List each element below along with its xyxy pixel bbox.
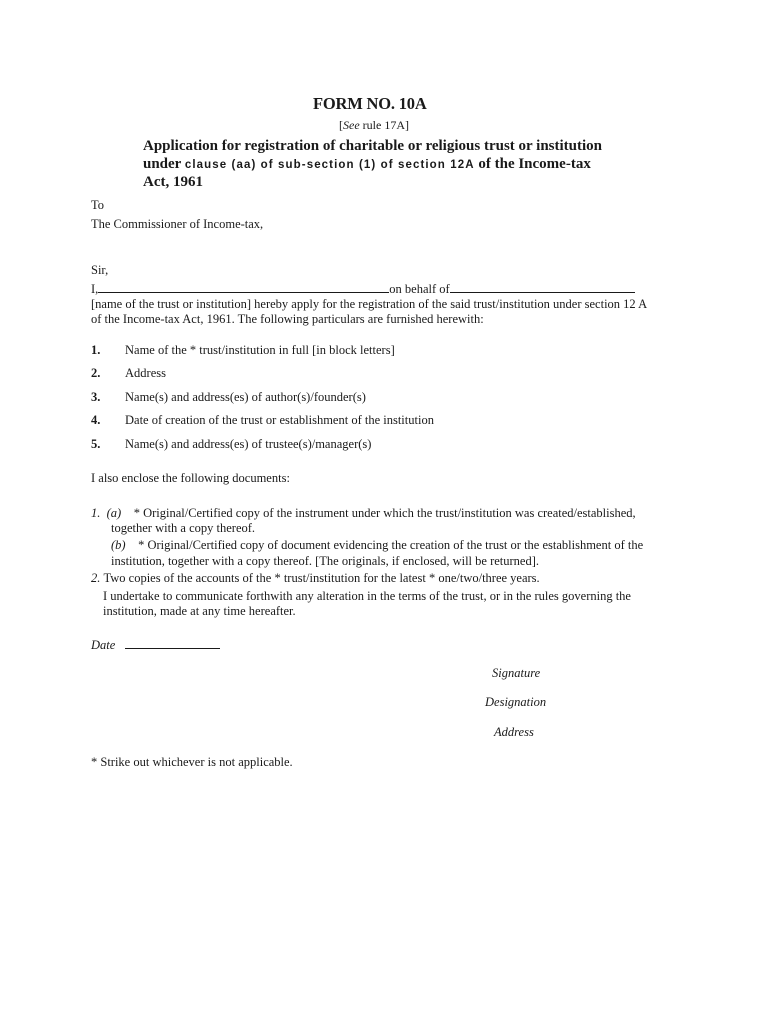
rule-text: rule 17A] bbox=[359, 118, 409, 132]
doc-1b-text: * Original/Certified copy of document evidencing the creation of the trust or the establishment of the bbox=[138, 538, 644, 552]
signature-label bbox=[492, 665, 540, 681]
undertake-line-2: institution, made at any time hereafter. bbox=[103, 604, 296, 618]
body-line-3: of the Income-tax Act, 1961. The following particulars are furnished herewith: bbox=[91, 312, 484, 326]
date-label: Date bbox=[91, 638, 116, 652]
commissioner-label: The Commissioner of Income-tax, bbox=[91, 217, 264, 231]
particular-num: 1. bbox=[91, 343, 101, 357]
date-blank[interactable] bbox=[125, 637, 220, 649]
particular-text: Name of the * trust/institution in full [in block letters] bbox=[125, 343, 395, 357]
doc-1a-line-2: together with a copy thereof. bbox=[111, 521, 256, 535]
particular-text: Date of creation of the trust or establishment of the institution bbox=[125, 413, 434, 427]
heading-under: under bbox=[143, 156, 182, 172]
heading-clause: clause (aa) of sub-section (1) of section 12A bbox=[184, 159, 475, 171]
i-prefix: I, bbox=[91, 282, 99, 296]
heading-line-2 bbox=[143, 155, 591, 175]
rule-bracket: [ bbox=[339, 118, 343, 132]
particular-num: 3. bbox=[91, 390, 101, 404]
heading-line-1: Application for registration of charitable or religious trust or institution bbox=[143, 138, 603, 154]
salutation: Sir, bbox=[91, 263, 109, 277]
particular-num: 2. bbox=[91, 366, 101, 380]
rule-see: See bbox=[343, 118, 360, 132]
designation-text: Designation bbox=[485, 695, 547, 709]
address-text: Address bbox=[494, 725, 534, 739]
doc-1b-label: (b) bbox=[111, 538, 126, 552]
doc-1-num: 1. bbox=[91, 506, 101, 520]
doc-2-num: 2. bbox=[91, 571, 101, 585]
doc-2-line bbox=[91, 570, 540, 586]
doc-1a-label: (a) bbox=[106, 506, 122, 520]
heading-line-3: Act, 1961 bbox=[143, 174, 203, 190]
address-label bbox=[494, 724, 534, 740]
doc-2-text: Two copies of the accounts of the * trust/institution for the latest * one/two/three years. bbox=[103, 571, 540, 585]
heading-income-tax: of the Income-tax bbox=[478, 156, 591, 172]
particular-text: Name(s) and address(es) of trustee(s)/manager(s) bbox=[125, 437, 372, 451]
to-label: To bbox=[91, 198, 105, 212]
doc-1b-line-1 bbox=[111, 537, 643, 553]
form-title: FORM NO. 10A bbox=[313, 94, 427, 113]
designation-label bbox=[485, 694, 546, 710]
particular-text: Address bbox=[125, 366, 166, 380]
doc-1b-line-2: institution, together with a copy thereof. [The originals, if enclosed, will be returned]. bbox=[111, 554, 540, 568]
signature-text: Signature bbox=[492, 666, 541, 680]
trust-name-blank[interactable] bbox=[450, 281, 635, 293]
body-line-2: [name of the trust or institution] hereby apply for the registration of the said trust/institution under section 12 A bbox=[91, 297, 648, 311]
date-line bbox=[91, 637, 220, 653]
on-behalf-label: on behalf of bbox=[389, 282, 450, 296]
undertake-line-1: I undertake to communicate forthwith any alteration in the terms of the trust, or in the rules governing the bbox=[103, 589, 631, 603]
doc-1a-line-1 bbox=[91, 505, 636, 521]
particular-num: 4. bbox=[91, 413, 101, 427]
rule-reference bbox=[339, 118, 409, 133]
applicant-name-blank[interactable] bbox=[98, 281, 389, 293]
applicant-line bbox=[91, 281, 635, 297]
footnote: * Strike out whichever is not applicable. bbox=[91, 755, 293, 769]
particular-num: 5. bbox=[91, 437, 101, 451]
doc-1a-text: * Original/Certified copy of the instrument under which the trust/institution was created/established, bbox=[133, 506, 636, 520]
particular-text: Name(s) and address(es) of author(s)/founder(s) bbox=[125, 390, 366, 404]
documents-intro: I also enclose the following documents: bbox=[91, 471, 290, 485]
